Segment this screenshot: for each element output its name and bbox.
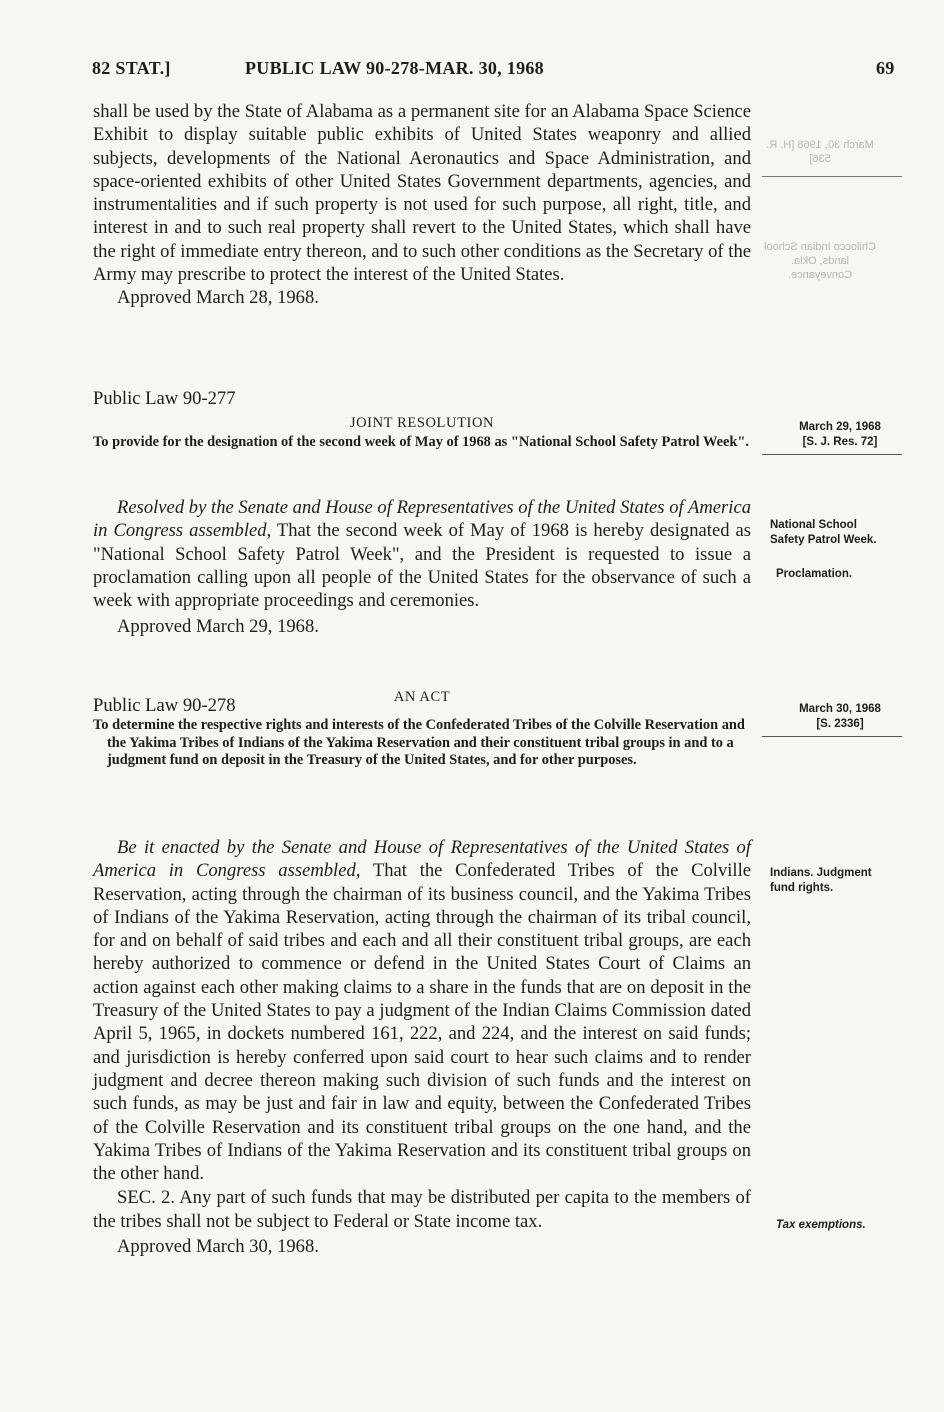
approved-march-28: Approved March 28, 1968. [117, 287, 319, 309]
margin-rule-ghost [762, 176, 902, 177]
bleedthrough-ghost-2: Chilocco Indian School lands, Okla. Conveyance. [764, 241, 876, 281]
margin-date-pl-278: March 30, 1968 [799, 703, 881, 715]
pl-277-purpose: To provide for the designation of the second week of May of 1968 as "National School Safety Patrol Week". [93, 434, 749, 450]
bleedthrough-ghost-1: March 30, 1968 [H. R. 536] [766, 139, 874, 165]
margin-bill-ref-pl-278: [S. 2336] [816, 718, 864, 730]
running-head-stat: 82 STAT.] [92, 58, 171, 78]
pl-277-resolving-clause: Resolved by the Senate and House of Representatives of the United States of America in Congress assembled, [93, 497, 751, 542]
continued-paragraph: shall be used by the State of Alabama as a permanent site for an Alabama Space Science Exhibit to display suitable public exhibits of United States weaponry and allied subjects, developments of the National Aeronautics and Space Administration, and space-oriented exhibits of other United States Government departments, agencies, and instrumentalities and if such property is not used for such purpose, all right, title, and interest in and to such real property shall revert to the United States, which shall have the right of immediate entry thereon, and to such other conditions as the Secretary of the Army may prescribe to protect the interest of the United States. [93, 101, 751, 286]
margin-date-pl-277: March 29, 1968 [799, 421, 881, 433]
running-head-title: PUBLIC LAW 90-278-MAR. 30, 1968 [245, 58, 544, 78]
pl-278-operative-text: That the Confederated Tribes of the Colville Reservation, acting through the chairman of its business council, and the Yakima Tribes of Indians of the Yakima Reservation, acting through the chairman of its tribal council, for and on behalf of said tribes and each and all their constituent tribal groups, are each hereby authorized to commence or defend in the United States Court of Claims an action against each other making claims to a share in the funds that are on deposit in the Treasury of the United States to pay a judgment of the Indian Claims Commission dated April 5, 1965, in dockets numbered 161, 222, and 224, and the interest on said funds; and jurisdiction is hereby conferred upon said court to hear such claims and to render judgment and decree thereon making such division of such funds and the interest on such funds, as may be just and fair in law and equity, between the Confederated Tribes of the Colville Reservation and its constituent tribal groups on the one hand, and the Yakima Tribes of Indians of the Yakima Reservation and its constituent tribal groups on the other hand. [93, 860, 752, 1185]
approved-march-30: Approved March 30, 1968. [117, 1236, 319, 1258]
margin-note-proclamation: Proclamation. [776, 568, 853, 580]
margin-note-tax-exemptions: Tax exemptions. [776, 1219, 866, 1231]
pl-278-purpose: To determine the respective rights and interests of the Confederated Tribes of the Colville Reservation and the Yakima Tribes of Indians of the Yakima Reservation and their constituent tribal groups in and to a judgment fund on deposit in the Treasury of the United States, and for other purposes. [93, 717, 745, 768]
public-law-90-278-heading: Public Law 90-278 [93, 695, 236, 716]
pl-277-purpose-block [93, 434, 751, 452]
pl-278-purpose-block [93, 717, 751, 770]
continued-section [93, 100, 751, 309]
margin-rule-pl-277 [762, 454, 902, 455]
margin-note-judgment-fund: Indians. Judgment fund rights. [770, 867, 872, 894]
approved-march-29: Approved March 29, 1968. [117, 616, 319, 638]
margin-note-safety-patrol: National School Safety Patrol Week. [770, 519, 877, 546]
joint-resolution-label: JOINT RESOLUTION [349, 415, 495, 431]
margin-bill-ref-pl-277: [S. J. Res. 72] [802, 436, 878, 448]
pl-278-enacting-clause: Be it enacted by the Senate and House of Representatives of the United States of America in Congress assembled, [93, 837, 751, 882]
page-number: 69 [876, 58, 895, 78]
pl-277-body [93, 496, 751, 638]
pl-277-operative-text: That the second week of May of 1968 is hereby designated as "National School Safety Patrol Week", and the President is requested to issue a proclamation calling upon all people of the United States for the observance of such a week with appropriate proceedings and ceremonies. [93, 520, 751, 612]
an-act-label: AN ACT [393, 689, 451, 705]
pl-278-section-2: SEC. 2. Any part of such funds that may be distributed per capita to the members of the tribes shall not be subject to Federal or State income tax. [93, 1187, 751, 1232]
pl-278-text [93, 836, 751, 1185]
pl-278-body [93, 836, 751, 1258]
public-law-90-277-heading: Public Law 90-277 [93, 388, 236, 409]
pl-277-text [93, 496, 751, 612]
margin-rule-pl-278 [762, 736, 902, 737]
